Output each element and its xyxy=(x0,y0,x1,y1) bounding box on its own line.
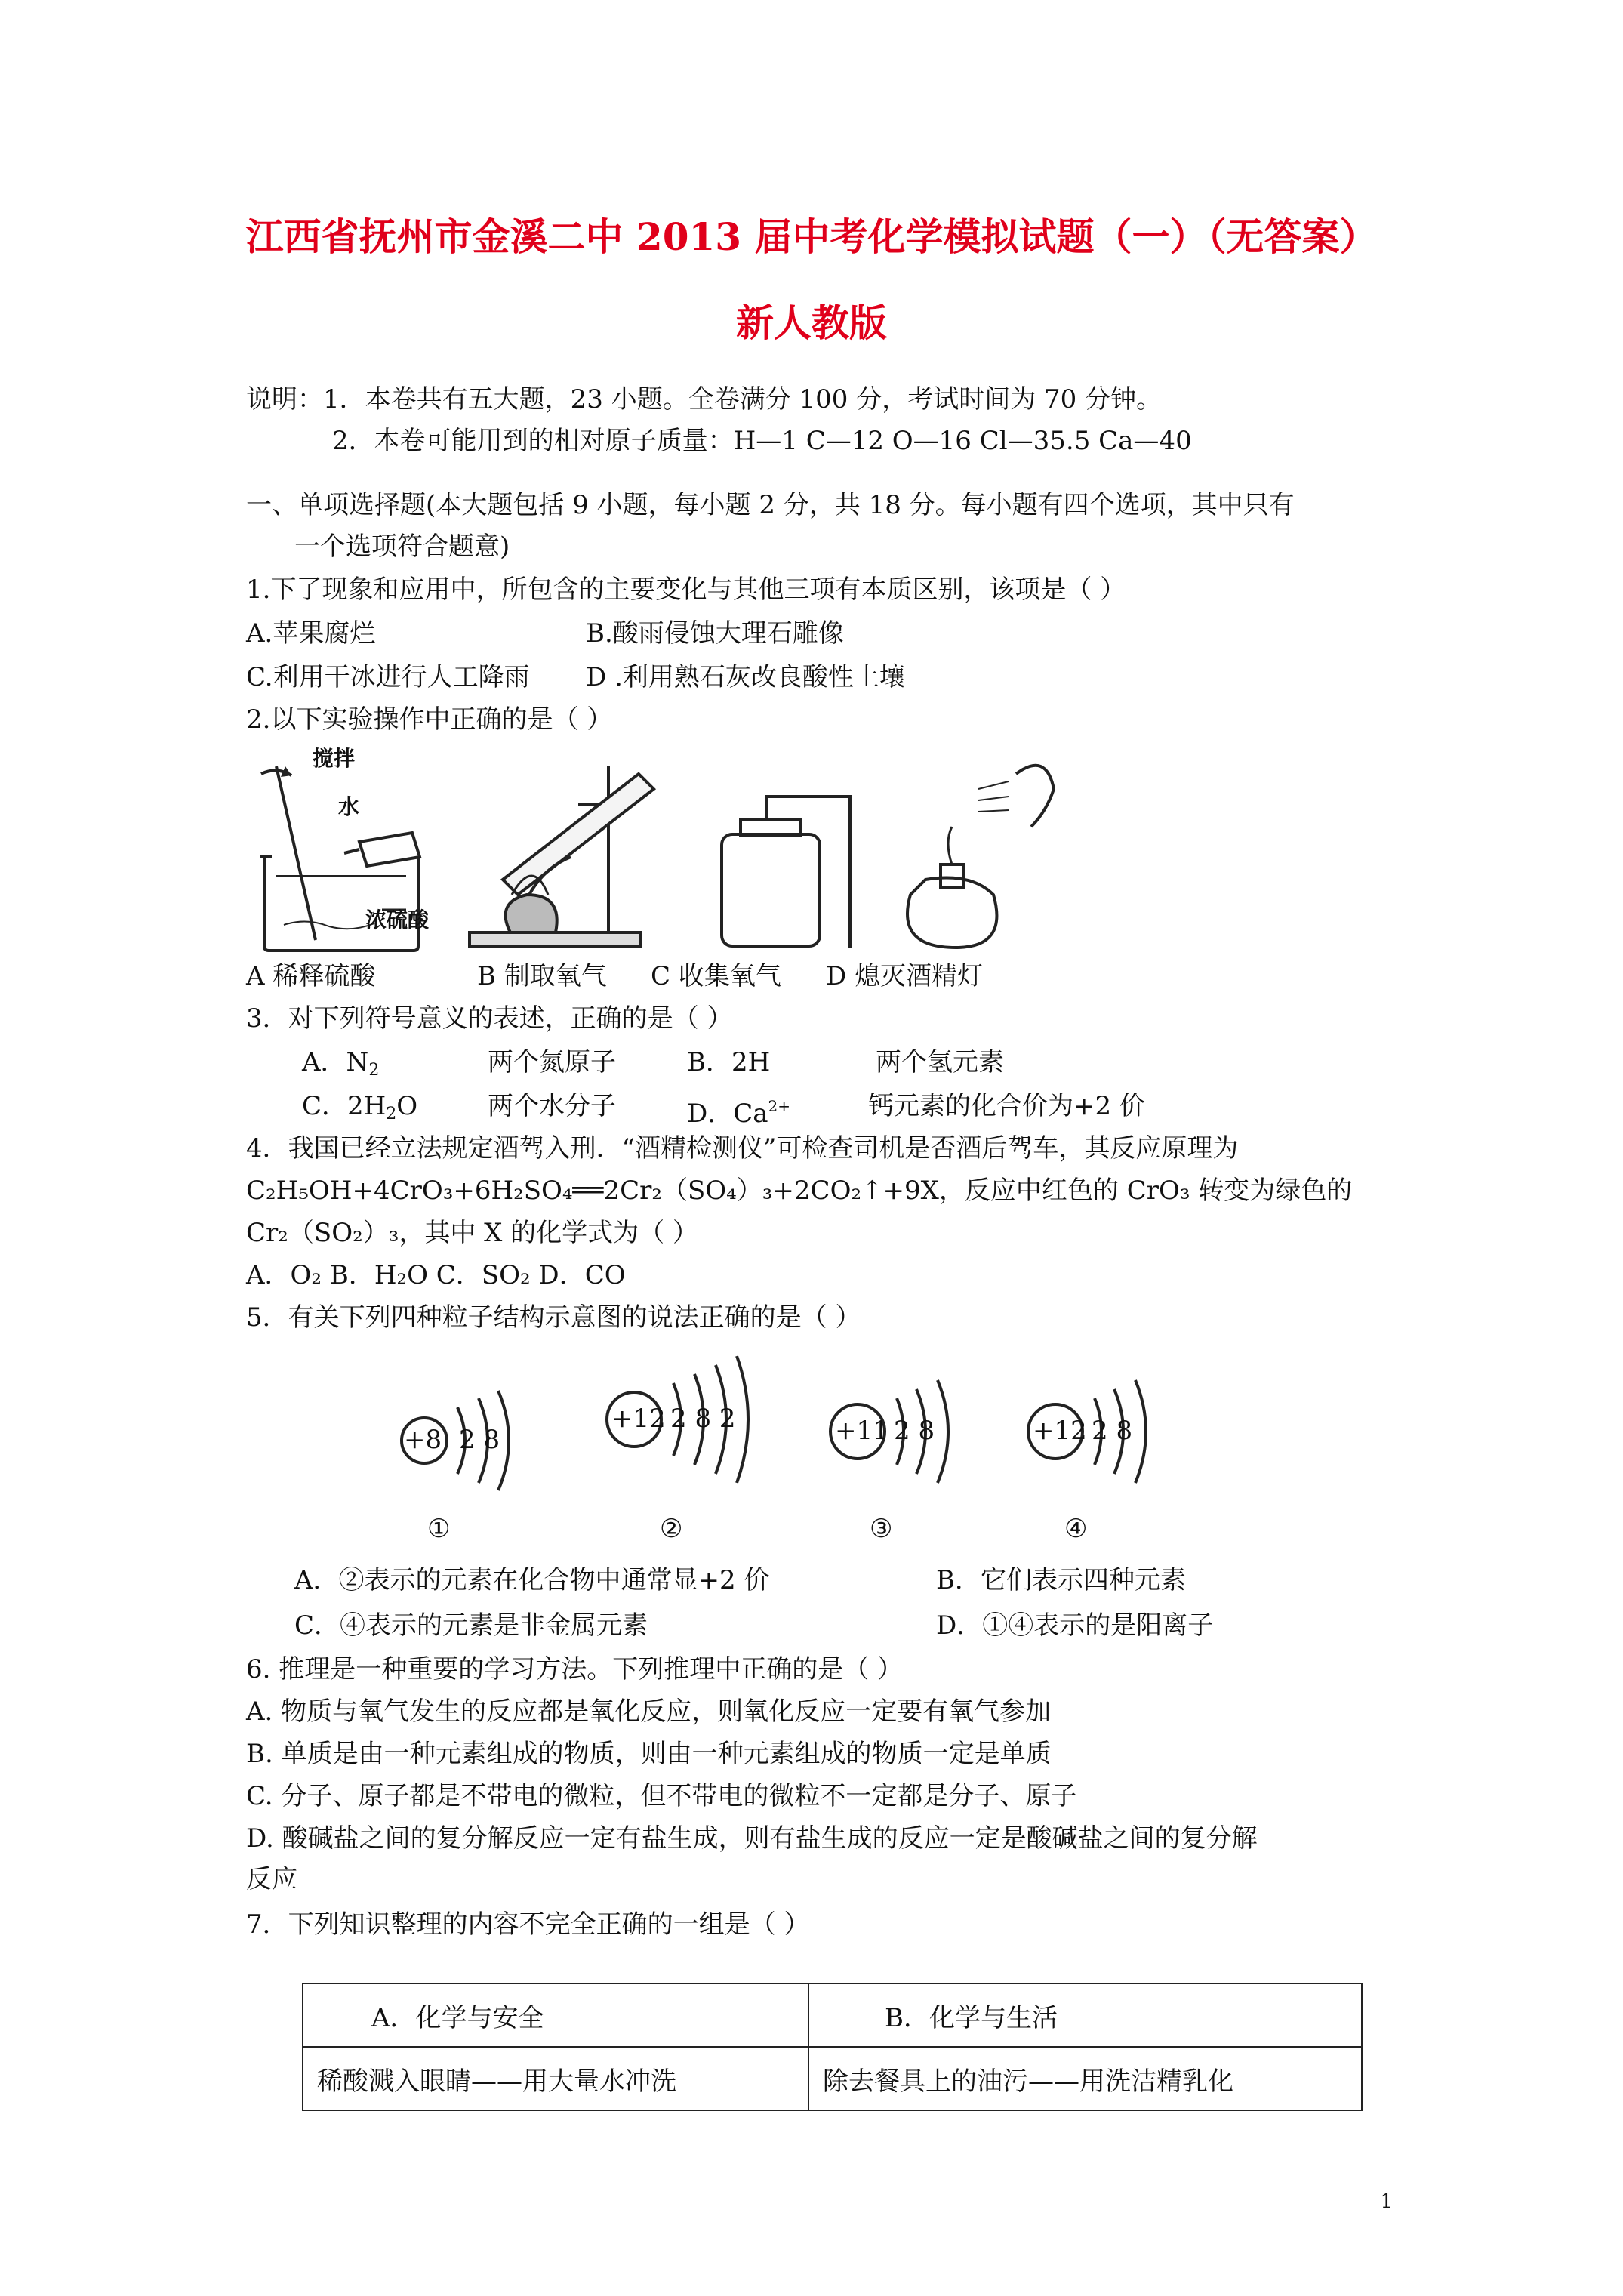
section1-heading: 一、单项选择题(本大题包括 9 小题，每小题 2 分，共 18 分。每小题有四个选项，其中只有 xyxy=(246,490,1295,520)
atom2-nucleus-charge: +12 xyxy=(611,1404,666,1434)
table-header-b: B．化学与生活 xyxy=(808,1983,1362,2047)
atom1-number: ① xyxy=(427,1514,451,1544)
atom4-shell-electrons: 2 8 xyxy=(1092,1416,1133,1446)
atom4-nucleus-charge: +12 xyxy=(1033,1416,1087,1446)
q1-option-a: A.苹果腐烂 xyxy=(246,618,376,649)
atom3-nucleus-charge: +11 xyxy=(835,1416,889,1446)
atom2-shell-electrons: 2 8 2 xyxy=(670,1404,736,1434)
label-stir: 搅拌 xyxy=(313,746,356,771)
oxygen-generation-illustration xyxy=(470,766,654,946)
q3-option-b-symbol: B．2H xyxy=(687,1047,771,1077)
q2-option-d: D 熄灭酒精灯 xyxy=(826,961,984,991)
table-header-a: A．化学与安全 xyxy=(303,1983,808,2047)
atom3-number: ③ xyxy=(870,1514,893,1544)
q6-option-b: B. 单质是由一种元素组成的物质，则由一种元素组成的物质一定是单质 xyxy=(246,1739,1052,1769)
q3-option-b-meaning: 两个氢元素 xyxy=(876,1047,1004,1077)
q6-option-d: D. 酸碱盐之间的复分解反应一定有盐生成，则有盐生成的反应一定是酸碱盐之间的复分解 xyxy=(246,1823,1258,1854)
atom1-shell xyxy=(498,1391,509,1490)
q2-option-c: C 收集氧气 xyxy=(651,961,781,991)
q5-option-d: D．①④表示的是阳离子 xyxy=(936,1610,1214,1641)
q4-line3: Cr₂（SO₂）₃，其中 X 的化学式为（ ） xyxy=(246,1218,698,1248)
q1-option-d: D .利用熟石灰改良酸性土壤 xyxy=(586,662,905,692)
atom4-shell xyxy=(1135,1380,1146,1483)
table-cell-a: 稀酸溅入眼睛——用大量水冲洗 xyxy=(303,2047,808,2110)
atom3-shell-electrons: 2 8 xyxy=(894,1416,935,1446)
atom1-nucleus-charge: +8 xyxy=(404,1425,442,1455)
notes-line2: 2．本卷可能用到的相对原子质量：H—1 C—12 O—16 Cl—35.5 Ca—40 xyxy=(332,426,1192,456)
q5-stem: 5．有关下列四种粒子结构示意图的说法正确的是（ ） xyxy=(246,1302,861,1333)
q3-option-c-symbol: C．$2H_2O$ xyxy=(302,1091,418,1123)
q7-stem: 7．下列知识整理的内容不完全正确的一组是（ ） xyxy=(246,1909,810,1940)
q1-option-b: B.酸雨侵蚀大理石雕像 xyxy=(586,618,844,649)
atom2-number: ② xyxy=(660,1514,683,1544)
q3-option-d-meaning: 钙元素的化合价为+2 价 xyxy=(868,1091,1145,1121)
table-header-row xyxy=(303,1983,1362,2047)
q6-stem: 6. 推理是一种重要的学习方法。下列推理中正确的是（ ） xyxy=(246,1654,904,1684)
exam-title-line2: 新人教版 xyxy=(736,300,887,345)
q4-line1: 4．我国已经立法规定酒驾入刑．“酒精检测仪”可检查司机是否酒后驾车，其反应原理为 xyxy=(246,1133,1239,1163)
q4-equation: C₂H₅OH+4CrO₃+6H₂SO₄══2Cr₂（SO₄）₃+2CO₂↑+9X，反应中红色的 CrO₃ 转变为绿色的 xyxy=(246,1176,1353,1206)
q5-option-c: C．④表示的元素是非金属元素 xyxy=(294,1610,648,1641)
section1-heading-cont: 一个选项符合题意) xyxy=(294,532,510,562)
label-water: 水 xyxy=(338,794,360,819)
page-number: 1 xyxy=(1380,2190,1393,2213)
extinguish-lamp-illustration xyxy=(907,766,1054,948)
atom2-shell xyxy=(737,1356,748,1483)
q5-option-b: B．它们表示四种元素 xyxy=(936,1565,1186,1595)
q3-option-c-meaning: 两个水分子 xyxy=(488,1091,616,1121)
table-cell-b: 除去餐具上的油污——用洗洁精乳化 xyxy=(808,2047,1362,2110)
q1-option-c: C.利用干冰进行人工降雨 xyxy=(246,662,530,692)
q2-option-b: B 制取氧气 xyxy=(477,961,607,991)
q1-stem: 1.下了现象和应用中，所包含的主要变化与其他三项有本质区别，该项是（ ） xyxy=(246,575,1126,605)
atom1-shell-electrons: 2 8 xyxy=(459,1425,500,1455)
q6-option-a: A. 物质与氧气发生的反应都是氧化反应，则氧化反应一定要有氧气参加 xyxy=(246,1697,1052,1727)
gas-collection-illustration xyxy=(722,797,850,948)
q6-option-d-cont: 反应 xyxy=(246,1864,297,1894)
exam-title-line1: 江西省抚州市金溪二中 2013 届中考化学模拟试题（一）（无答案） xyxy=(245,214,1378,259)
q5-option-a: A．②表示的元素在化合物中通常显+2 价 xyxy=(294,1565,770,1595)
table-row xyxy=(303,2047,1362,2110)
q3-option-d-symbol: D．$Ca^{2+}$ xyxy=(687,1097,791,1129)
knowledge-table xyxy=(302,1983,1363,2111)
label-concentrated-acid: 浓硫酸 xyxy=(365,908,430,932)
q2-option-a: A 稀释硫酸 xyxy=(246,961,376,991)
atom3-shell xyxy=(938,1380,948,1483)
q3-stem: 3．对下列符号意义的表述，正确的是（ ） xyxy=(246,1003,733,1034)
q4-options: A．O₂ B．H₂O C．SO₂ D．CO xyxy=(246,1260,626,1290)
q3-option-a-symbol: A．$N_2$ xyxy=(302,1047,380,1080)
q6-option-c: C. 分子、原子都是不带电的微粒，但不带电的微粒不一定都是分子、原子 xyxy=(246,1781,1077,1811)
q3-option-a-meaning: 两个氮原子 xyxy=(488,1047,616,1077)
q2-stem: 2.以下实验操作中正确的是（ ） xyxy=(246,704,613,735)
notes-line1: 说明：1．本卷共有五大题，23 小题。全卷满分 100 分，考试时间为 70 分钟。 xyxy=(246,384,1163,415)
atom4-number: ④ xyxy=(1064,1514,1088,1544)
